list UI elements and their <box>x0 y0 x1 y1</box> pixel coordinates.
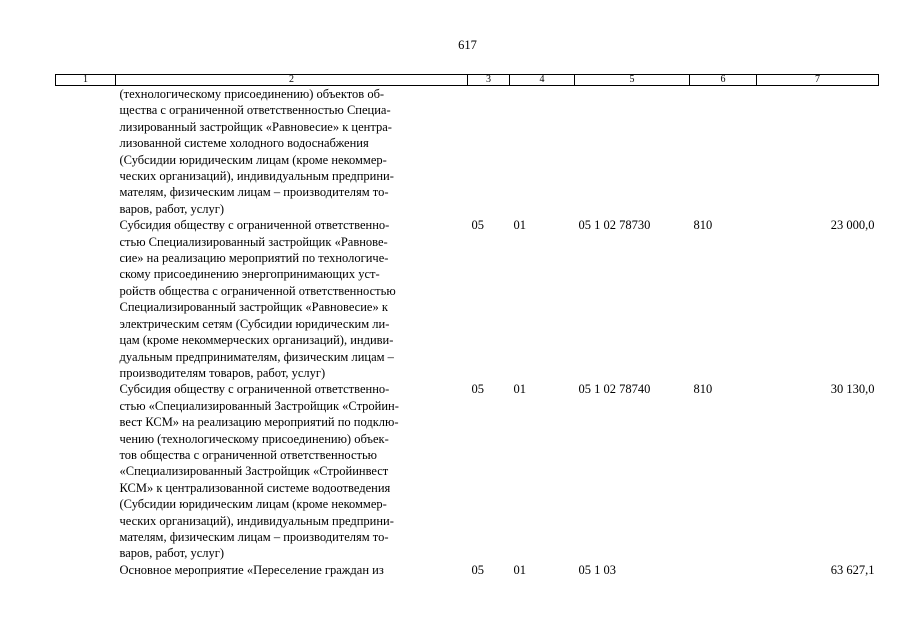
column-header-2: 2 <box>116 75 468 86</box>
expense-type-code: 810 <box>693 382 713 397</box>
description-line: Субсидия обществу с ограниченной ответственно- <box>119 218 390 233</box>
description-line: «Специализированный Застройщик «Стройинвест <box>119 464 389 479</box>
description-line: (Субсидии юридическим лицам (кроме некоммер- <box>119 497 387 512</box>
description-line: (Субсидии юридическим лицам (кроме некоммер- <box>119 152 387 167</box>
column-header-5: 5 <box>575 75 690 86</box>
description-line: производителям товаров, работ, услуг) <box>119 365 326 380</box>
amount: 30 130,0 <box>830 382 875 397</box>
column-header-7: 7 <box>757 75 879 86</box>
description-line: дуальным предпринимателям, физическим лицам – <box>119 349 394 364</box>
column-header-3: 3 <box>468 75 510 86</box>
description-line: Субсидия обществу с ограниченной ответственно- <box>119 382 390 397</box>
description-line: варов, работ, услуг) <box>119 546 225 561</box>
description-line: вест КСМ» на реализацию мероприятий по подклю- <box>119 415 399 430</box>
description-line: чению (технологическому присоединению) объек- <box>119 431 389 446</box>
expense-type-code: 810 <box>693 218 713 233</box>
description-line: щества с ограниченной ответственностью Специа- <box>119 103 391 118</box>
description-line: мателям, физическим лицам – производителям то- <box>119 529 389 544</box>
description-line: цам (кроме некоммерческих организаций), индиви- <box>119 333 394 348</box>
target-article-code: 05 1 03 <box>578 562 616 577</box>
description-line: варов, работ, услуг) <box>119 201 225 216</box>
target-article-code <box>575 86 690 218</box>
description-line: ческих организаций), индивидуальным предприни- <box>119 513 394 528</box>
row-description <box>116 217 468 381</box>
description-line: лизированный застройщик «Равновесие» к центра- <box>119 119 392 134</box>
column-header-4: 4 <box>510 75 575 86</box>
row-description <box>116 562 468 578</box>
section-code <box>468 86 510 218</box>
description-line: (технологическому присоединению) объектов об- <box>119 87 385 101</box>
description-line: скому присоединению энергопринимающих уст- <box>119 267 380 282</box>
column-number-header <box>56 75 879 86</box>
description-line: сие» на реализацию мероприятий по технологиче- <box>119 251 389 266</box>
description-line: стью Специализированный застройщик «Равнове- <box>119 234 388 249</box>
section-code: 05 <box>471 562 484 577</box>
page-number: 617 <box>458 38 477 52</box>
description-line: мателям, физическим лицам – производителям то- <box>119 185 389 200</box>
description-line: тов общества с ограниченной ответственностью <box>119 447 378 462</box>
expense-type-code <box>690 86 757 218</box>
section-code: 05 <box>471 218 484 233</box>
amount: 23 000,0 <box>830 218 875 233</box>
description-line: КСМ» к централизованной системе водоотведения <box>119 480 391 495</box>
row-description <box>116 86 468 218</box>
subsection-code: 01 <box>513 382 526 397</box>
target-article-code: 05 1 02 78740 <box>578 382 651 397</box>
column-header-1: 1 <box>56 75 116 86</box>
table-row <box>56 562 879 578</box>
description-line: ройств общества с ограниченной ответственностью <box>119 283 396 298</box>
description-line: электрическим сетям (Субсидии юридическим ли- <box>119 316 390 331</box>
amount: 63 627,1 <box>830 562 875 577</box>
description-line: лизованной системе холодного водоснабжения <box>119 136 369 151</box>
target-article-code: 05 1 02 78730 <box>578 218 651 233</box>
table-row <box>56 217 879 381</box>
description-line: стью «Специализированный Застройщик «Стройин- <box>119 398 399 413</box>
expense-type-code <box>690 562 757 578</box>
description-line: Основное мероприятие «Переселение граждан из <box>119 562 384 577</box>
section-code: 05 <box>471 382 484 397</box>
amount <box>757 86 879 218</box>
budget-table <box>55 74 879 578</box>
description-line: ческих организаций), индивидуальным предприни- <box>119 169 394 184</box>
row-description <box>116 381 468 561</box>
description-line: Специализированный застройщик «Равновесие» к <box>119 300 388 315</box>
subsection-code: 01 <box>513 218 526 233</box>
subsection-code <box>510 86 575 218</box>
subsection-code: 01 <box>513 562 526 577</box>
table-row <box>56 381 879 561</box>
column-header-6: 6 <box>690 75 757 86</box>
table-row <box>56 86 879 218</box>
